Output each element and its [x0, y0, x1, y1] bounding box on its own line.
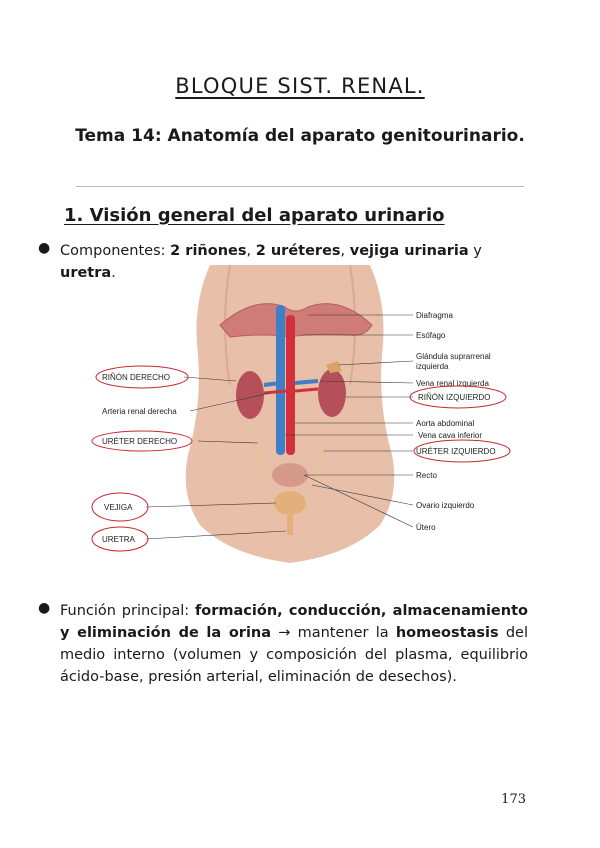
label-recto: Recto [416, 471, 437, 480]
label-ureter-izquierdo: URÉTER IZQUIERDO [416, 447, 496, 456]
label-glandula-2: izquierda [416, 362, 449, 371]
page-number: 173 [501, 792, 526, 807]
comp-rinones: 2 riñones [170, 243, 247, 259]
funcion-bold: formación, conducción, almacenamiento y eliminación de la orina [60, 603, 528, 641]
label-vena-renal: Vena renal izquierda [416, 379, 489, 388]
bullet-componentes [38, 240, 528, 281]
left-kidney-shape [318, 369, 346, 417]
bullet-dot: ● [38, 240, 51, 256]
componentes-lead: Componentes: [60, 243, 171, 259]
vena-cava-shape [276, 305, 285, 455]
label-ovario: Ovario izquierdo [416, 501, 475, 510]
aorta-shape [286, 315, 295, 455]
comp-vejiga: vejiga urinaria [349, 243, 469, 259]
bullet-funcion [38, 600, 528, 712]
divider [76, 186, 524, 187]
comp-end: . [111, 265, 116, 281]
comp-sep: , [246, 243, 256, 259]
bloque-title: BLOQUE SIST. RENAL. [175, 74, 425, 98]
label-ureter-derecho: URÉTER DERECHO [102, 437, 178, 446]
comp-ureteres: 2 uréteres [255, 243, 341, 259]
label-rinon-izquierdo: RIÑÓN IZQUIERDO [418, 393, 491, 402]
label-arteria-renal: Arteria renal derecha [102, 407, 177, 416]
urethra-shape [287, 513, 293, 535]
comp-uretra: uretra [60, 265, 112, 281]
label-rinon-derecho: RIÑÓN DERECHO [102, 373, 171, 382]
comp-sep: y [468, 243, 482, 259]
label-diafragma: Diafragma [416, 311, 453, 320]
label-glandula: Glándula suprarrenal [416, 352, 491, 361]
funcion-rest: del medio interno (volumen y composición del plasma, equilibrio ácido-base, presión arterial, eliminación de desechos). [60, 625, 528, 685]
comp-sep: , [340, 243, 350, 259]
label-esofago: Esófago [416, 331, 446, 340]
funcion-arrow: → mantener la [271, 625, 396, 641]
uterus-shape [272, 463, 308, 487]
label-utero: Útero [416, 523, 436, 532]
tema-title: Tema 14: Anatomía del aparato genitourinario. [75, 126, 525, 146]
funcion-lead: Función principal: [60, 603, 195, 619]
label-vena-cava: Vena cava inferior [418, 431, 483, 440]
bladder-shape [274, 491, 306, 515]
bullet-dot: ● [38, 600, 51, 616]
funcion-homeostasis: homeostasis [395, 625, 499, 641]
urinary-system-figure [80, 265, 520, 565]
label-uretra: URETRA [102, 535, 135, 544]
label-aorta: Aorta abdominal [416, 419, 475, 428]
label-vejiga: VEJIGA [104, 503, 133, 512]
section-heading: 1. Visión general del aparato urinario [64, 205, 445, 226]
